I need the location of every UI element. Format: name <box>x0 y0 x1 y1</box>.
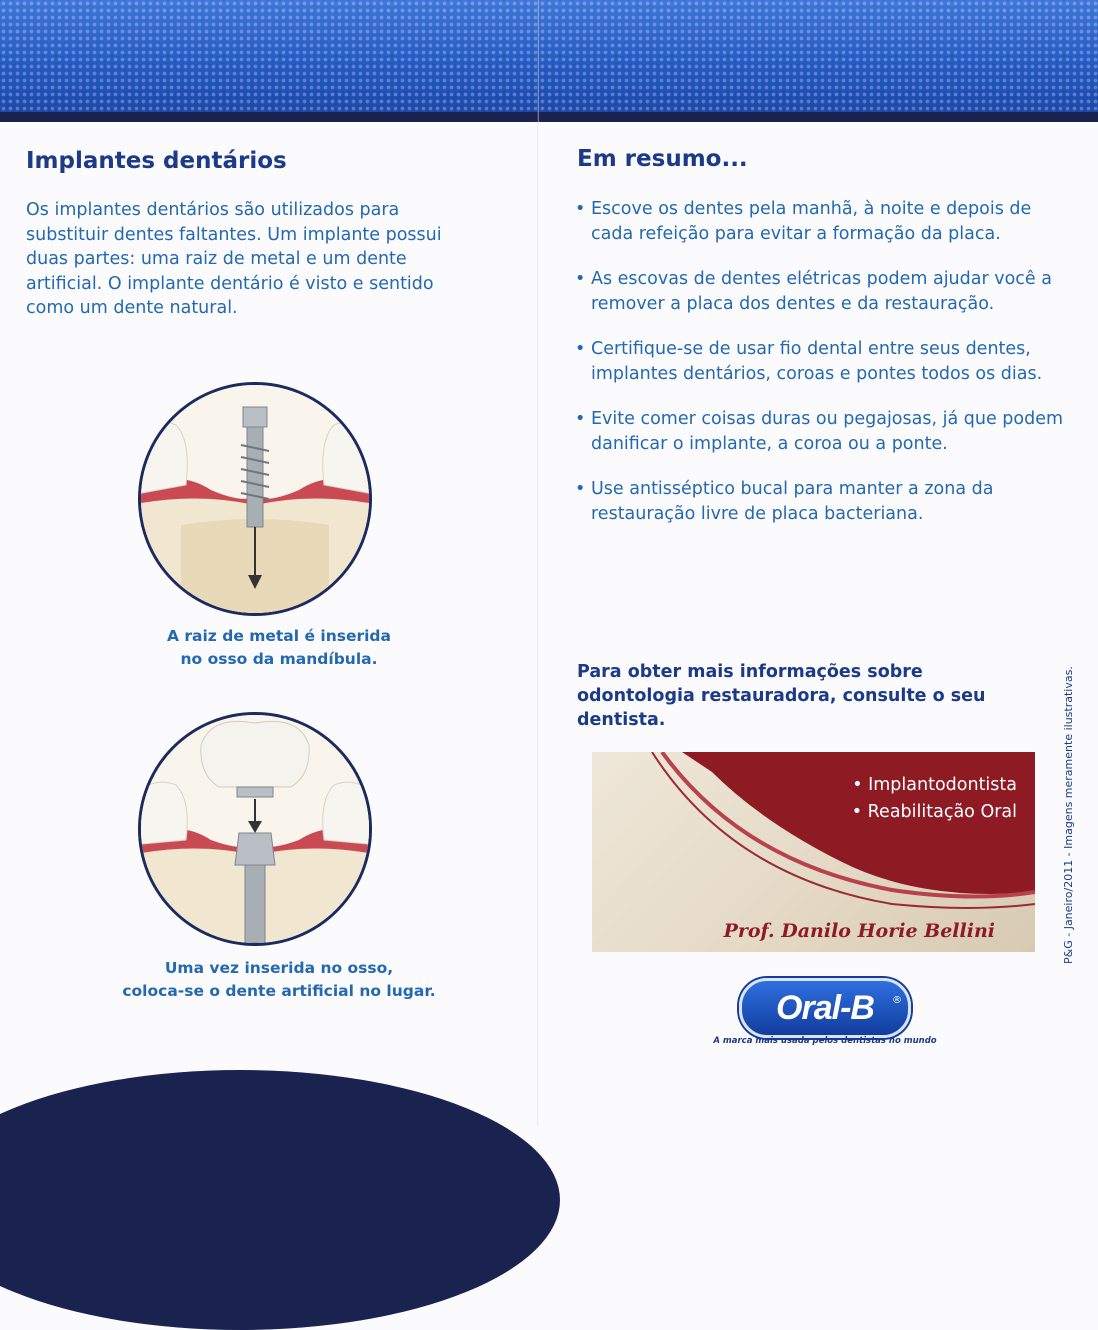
summary-item-text: Evite comer coisas duras ou pegajosas, já que podem danificar o implante, a coroa ou a ponte. <box>591 409 1064 454</box>
bullet-glyph: • <box>575 269 586 289</box>
summary-item-text: As escovas de dentes elétricas podem ajudar você a remover a placa dos dentes e da restauração. <box>591 269 1052 314</box>
dentist-business-card <box>592 752 1035 952</box>
brand-tagline: A marca mais usada pelos dentistas no mundo <box>713 1036 937 1046</box>
caption-root-line2: no osso da mandíbula. <box>180 650 378 668</box>
bullet-glyph: • <box>575 339 586 359</box>
caption-root-line1: A raiz de metal é inserida <box>167 627 391 645</box>
summary-list <box>575 197 1065 547</box>
card-services <box>852 772 1017 826</box>
summary-title: Em resumo... <box>577 146 748 172</box>
registered-mark: ® <box>892 995 902 1006</box>
card-dentist-name: Prof. Danilo Horie Bellini <box>723 920 995 942</box>
caption-crown <box>96 957 462 1003</box>
card-service-item: • Reabilitação Oral <box>851 802 1017 822</box>
summary-item-brushing <box>575 197 1065 246</box>
implants-title: Implantes dentários <box>26 148 287 174</box>
card-service-item: • Implantodontista <box>852 775 1017 795</box>
summary-item-floss <box>575 337 1065 386</box>
summary-item-electric-brush <box>575 267 1065 316</box>
summary-item-text: Escove os dentes pela manhã, à noite e depois de cada refeição para evitar a formação da placa. <box>591 199 1032 244</box>
summary-item-hard-food <box>575 407 1065 456</box>
header-blue-band <box>0 0 1098 116</box>
caption-crown-line1: Uma vez inserida no osso, <box>164 959 394 977</box>
brochure-fold <box>537 0 539 1125</box>
bullet-glyph: • <box>575 409 586 429</box>
summary-item-text: Use antisséptico bucal para manter a zona da restauração livre de placa bacteriana. <box>591 479 994 524</box>
more-info-text: Para obter mais informações sobre odontologia restauradora, consulte o seu dentista. <box>577 662 986 730</box>
footer-arc <box>0 1070 560 1330</box>
summary-item-text: Certifique-se de usar fio dental entre seus dentes, implantes dentários, coroas e pontes todos os dias. <box>591 339 1043 384</box>
bullet-glyph: • <box>575 199 586 219</box>
caption-crown-line2: coloca-se o dente artificial no lugar. <box>122 982 436 1000</box>
summary-item-mouthwash <box>575 477 1065 526</box>
logo-text: Oral-B <box>776 988 874 1027</box>
header-dark-stripe <box>0 112 1098 122</box>
implant-crown-illustration <box>138 712 372 946</box>
implants-intro: Os implantes dentários são utilizados para substituir dentes faltantes. Um implante possui duas partes: uma raiz de metal e um dente artificial. O implante dentário é visto e sentido como um dente natural. <box>26 200 442 318</box>
caption-root <box>96 625 462 671</box>
oral-b-logo <box>739 978 911 1038</box>
implant-root-illustration <box>138 382 372 616</box>
bullet-glyph: • <box>575 479 586 499</box>
legal-side-note: P&G - Janeiro/2011 - Imagens meramente ilustrativas. <box>1062 666 1075 964</box>
